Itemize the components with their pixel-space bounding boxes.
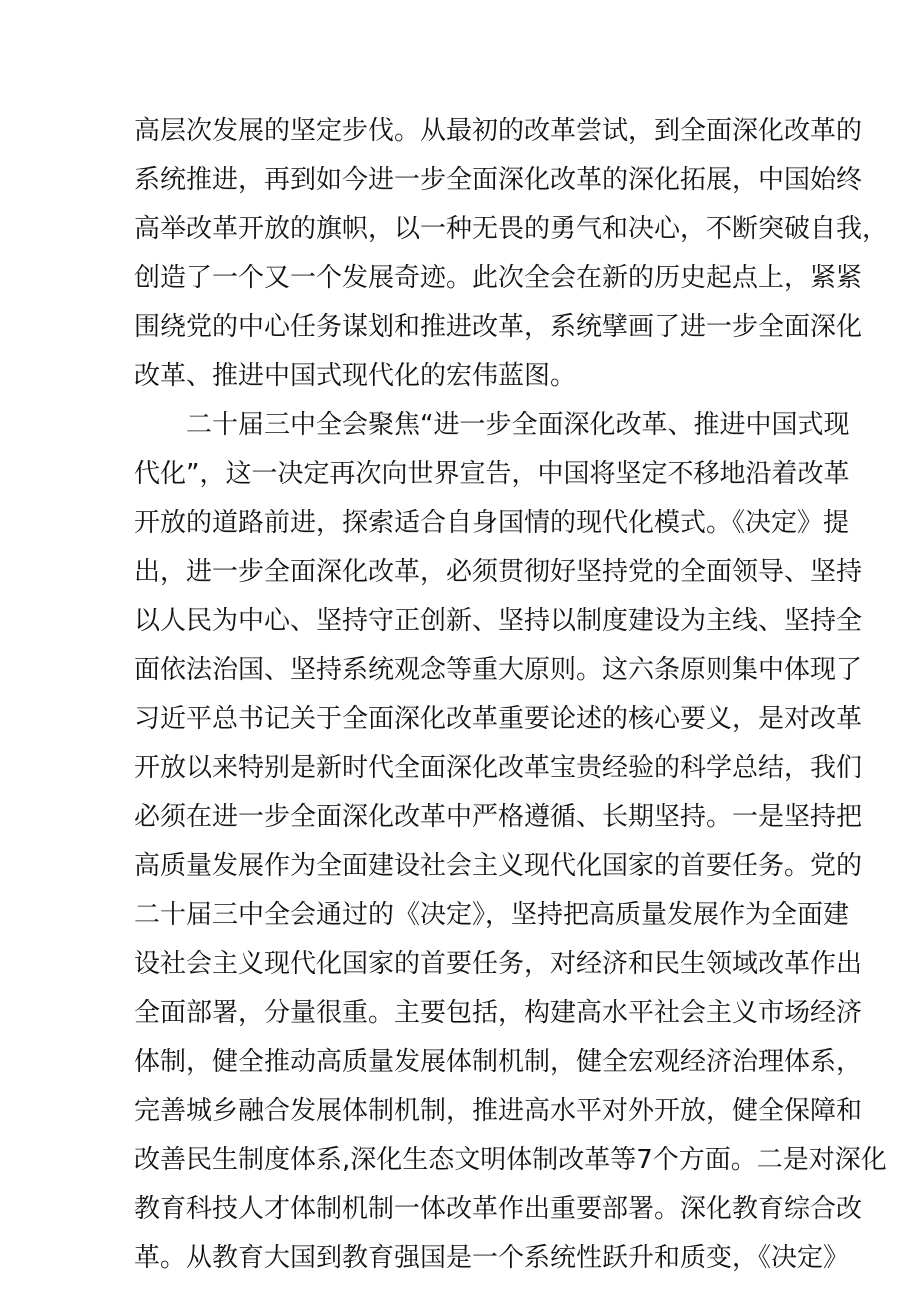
text-line: 习近平总书记关于全面深化改革重要论述的核心要义，是对改革 [134, 704, 863, 734]
text-line: 面依法治国、坚持系统观念等重大原则。这六条原则集中体现了 [134, 655, 863, 685]
text-line: 体制，健全推动高质量发展体制机制，健全宏观经济治理体系， [134, 1047, 863, 1077]
text-line: 高质量发展作为全面建设社会主义现代化国家的首要任务。党的 [134, 851, 863, 881]
text-line: 代化”，这一决定再次向世界宣告，中国将坚定不移地沿着改革 [134, 459, 850, 489]
text-line: 改革、推进中国式现代化的宏伟蓝图。 [134, 361, 577, 391]
text-line: 开放以来特别是新时代全面深化改革宝贵经验的科学总结，我们 [134, 753, 863, 783]
text-line: 出，进一步全面深化改革，必须贯彻好坚持党的全面领导、坚持 [134, 557, 863, 587]
text-line: 以人民为中心、坚持守正创新、坚持以制度建设为主线、坚持全 [134, 606, 863, 636]
text-line: 开放的道路前进，探索适合自身国情的现代化模式。《决定》提 [134, 508, 850, 538]
text-line: 创造了一个又一个发展奇迹。此次全会在新的历史起点上，紧紧 [134, 263, 863, 293]
text-line: 教育科技人才体制机制一体改革作出重要部署。深化教育综合改 [134, 1194, 863, 1224]
text-line: 二十届三中全会聚焦“进一步全面深化改革、推进中国式现 [186, 410, 850, 440]
text-line: 系统推进，再到如今进一步全面深化改革的深化拓展，中国始终 [134, 165, 863, 195]
text-line: 全面部署，分量很重。主要包括，构建高水平社会主义市场经济 [134, 998, 863, 1028]
text-line: 设社会主义现代化国家的首要任务，对经济和民生领域改革作出 [134, 949, 863, 979]
text-line: 完善城乡融合发展体制机制，推进高水平对外开放，健全保障和 [134, 1096, 863, 1126]
text-line: 必须在进一步全面深化改革中严格遵循、长期坚持。一是坚持把 [134, 802, 863, 832]
text-line: 高举改革开放的旗帜，以一种无畏的勇气和决心，不断突破自我， [134, 214, 889, 244]
text-line: 围绕党的中心任务谋划和推进改革，系统擘画了进一步全面深化 [134, 312, 863, 342]
text-line: 革。从教育大国到教育强国是一个系统性跃升和质变，《决定》 [134, 1243, 850, 1273]
text-line: 改善民生制度体系,深化生态文明体制改革等7个方面。二是对深化 [134, 1145, 887, 1175]
text-line: 二十届三中全会通过的《决定》，坚持把高质量发展作为全面建 [134, 900, 850, 930]
text-line: 高层次发展的坚定步伐。从最初的改革尝试，到全面深化改革的 [134, 116, 863, 146]
